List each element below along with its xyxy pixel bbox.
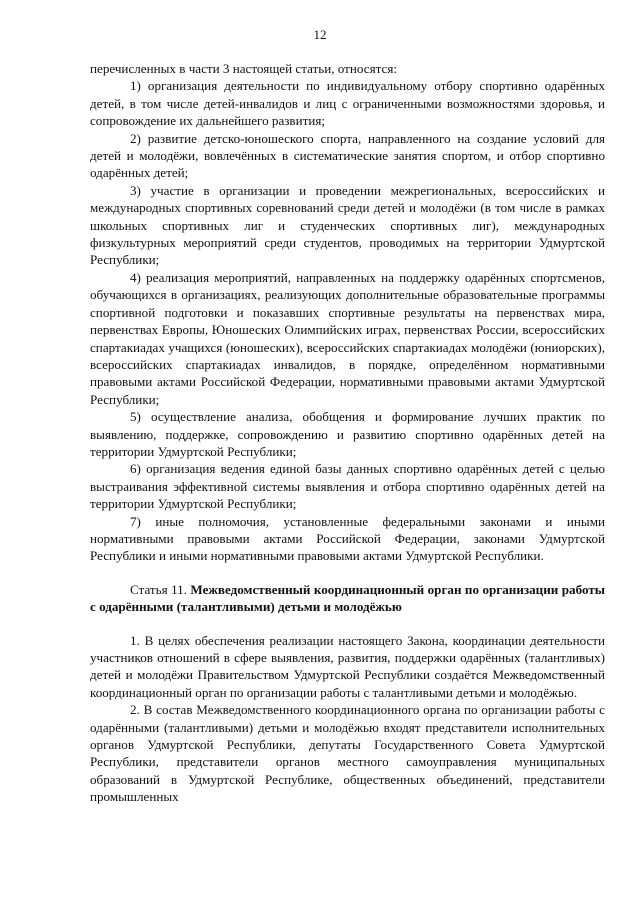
page-number: 12 (313, 27, 327, 42)
article-paragraph-1: 1. В целях обеспечения реализации настоящего Закона, координации деятельности участников отношений в сфере выявления, развития, поддержки одарённых (талантливых) детей и молодёжи Правительством Удмуртской Республики создаётся Межведомственный координационный орган по организации работы с талантливыми детьми и молодёжью. (90, 632, 605, 700)
list-item-2: 2) развитие детско-юношеского спорта, направленного на создание условий для детей и молодёжи, вовлечённых в систематические занятия спортом, и отбор спортивно одарённых детей; (90, 130, 605, 181)
list-item-1: 1) организация деятельности по индивидуальному отбору спортивно одарённых детей, в том числе детей-инвалидов и лиц с ограниченными возможностями здоровья, и сопровождение их дальнейшего развития; (90, 78, 605, 129)
article-paragraph-2: 2. В состав Межведомственного координационного органа по организации работы с одарёнными (талантливыми) детьми и молодёжью входят представители исполнительных органов Удмуртской Республики, депутаты Государственного Совета Удмуртской Республики, представители органов местного самоуправления муниципальных образований в Удмуртской Республике, общественных объединений, представители промышленных (90, 702, 605, 805)
intro-line: перечисленных в части 3 настоящей статьи, относятся: (90, 61, 397, 76)
list-item-3: 3) участие в организации и проведении межрегиональных, всероссийских и международных спортивных соревнований среди детей и молодёжи (в том числе в рамках школьных спортивных лиг и студенческих спортивных лиг), международных физкультурных мероприятий среди студентов, проводимых на территории Удмуртской Республики; (90, 182, 605, 268)
article-heading (90, 581, 605, 616)
document-body (90, 60, 605, 806)
list-item-5: 5) осуществление анализа, обобщения и формирование лучших практик по выявлению, поддержке, сопровождению и развитию спортивно одарённых детей на территории Удмуртской Республики; (90, 409, 605, 459)
article-number: Статья 11. (130, 581, 187, 597)
spacer (90, 616, 605, 632)
list-item-6: 6) организация ведения единой базы данных спортивно одарённых детей с целью выстраивания эффективной системы выявления и отбора спортивно одарённых детей на территории Удмуртской Республики; (90, 461, 605, 512)
article-title: Межведомственный координационный орган по организации работы с одарёнными (талантливыми) детьми и молодёжью (90, 581, 605, 615)
list-item-7: 7) иные полномочия, установленные федеральными законами и иными нормативными правовыми актами Российской Федерации, законами Удмуртской Республики и иными нормативными правовыми актами Удмуртской Республики. (90, 513, 605, 564)
list-item-4: 4) реализация мероприятий, направленных на поддержку одарённых спортсменов, обучающихся в организациях, реализующих дополнительные образовательные программы спортивной подготовки и показавших спортивные результаты на первенствах мира, первенствах Европы, Юношеских Олимпийских играх, первенствах России, всероссийских спартакиадах учащихся (юношеских), всероссийских спартакиадах молодёжи (юниорских), всероссийских спартакиадах инвалидов, в порядке, определённом нормативными правовыми актами Российской Федерации, нормативными правовыми актами Удмуртской Республики; (90, 269, 605, 407)
